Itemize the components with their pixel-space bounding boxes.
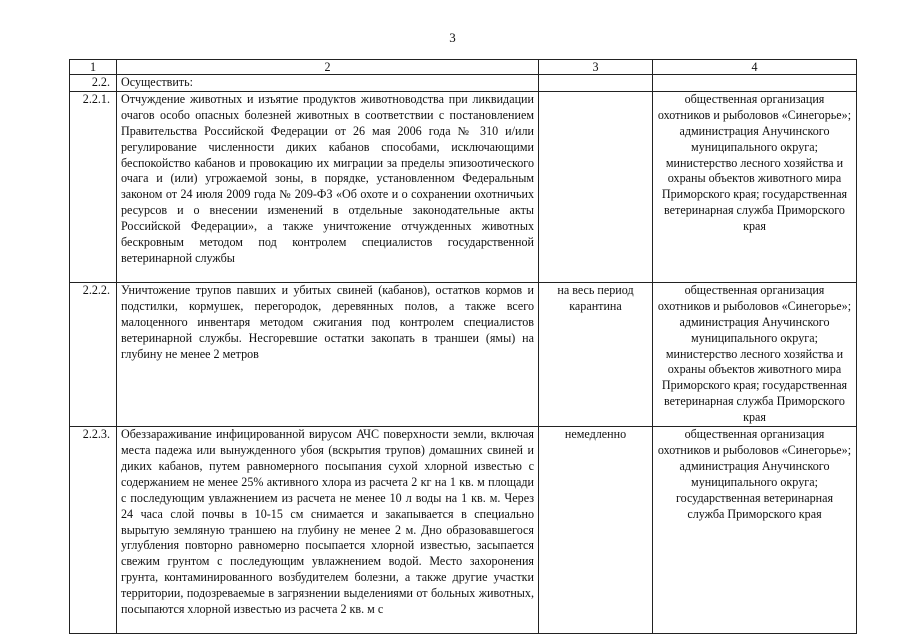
row-description: Отчуждение животных и изъятие продуктов животноводства при ликвидации очагов особо опасных болезней животных в соответствии с постановлением Правительства Российской Федерации от 26 мая 2006 года № 310 и/или регулирование численности диких кабанов способами, исключающими беспокойство кабанов и провокацию их миграции за пределы эпизоотического очага и (или) угрожаемой зоны, в порядке, установленном Федеральным законом от 24 июля 2009 года № 209-ФЗ «Об охоте и о сохранении охотничьих ресурсов и о внесении изменений в отдельные законодательные акты Российской Федерации», а также уничтожение отчужденных животных бескровным методом под контролем специалистов государственной ветеринарной службы xyxy=(117,91,539,282)
row-period: на весь период карантина xyxy=(539,282,653,426)
column-header-3: 3 xyxy=(539,60,653,75)
row-responsible xyxy=(653,75,857,92)
table-row-2-2-1 xyxy=(70,91,857,282)
row-period xyxy=(539,91,653,282)
table-row-2-2-2 xyxy=(70,282,857,426)
page-number: 3 xyxy=(449,30,456,45)
measures-table xyxy=(69,59,857,634)
table-row-2-2 xyxy=(70,75,857,92)
row-period: немедленно xyxy=(539,427,653,634)
row-number: 2.2. xyxy=(70,75,117,92)
table-header-row xyxy=(70,60,857,75)
section-heading: Осуществить: xyxy=(117,75,539,92)
row-description: Уничтожение трупов павших и убитых свиней (кабанов), остатков кормов и подстилки, кормушек, перегородок, деревянных полов, а также всего малоценного инвентаря методом сжигания под контролем специалистов ветеринарной службы. Несгоревшие остатки закопать в траншеи (ямы) на глубину не менее 2 метров xyxy=(117,282,539,426)
row-description: Обеззараживание инфицированной вирусом АЧС поверхности земли, включая места падежа или вынужденного убоя (вскрытия трупов) домашних свиней и диких кабанов, путем равномерного посыпания сухой хлорной известью с содержанием не менее 25% активного хлора из расчета 2 кг на 1 кв. м площади с последующим увлажнением из расчета не менее 10 л воды на 1 кв. м. Через 24 часа слой почвы в 10-15 см снимается и закапывается в специально вырытую земляную траншею на глубину не менее 2 м. Дно образовавшегося углубления повторно равномерно посыпается хлорной известью, засыпается свежим грунтом с последующим увлажнением водой. Место захоронения грунта, контаминированного возбудителем болезни, а также другие участки территории, подозреваемые в загрязнении выделениями от больных животных, посыпаются хлорной известью из расчета 2 кв. м с xyxy=(117,427,539,634)
row-period xyxy=(539,75,653,92)
row-number: 2.2.2. xyxy=(70,282,117,426)
row-responsible: общественная организация охотников и рыболовов «Синегорье»; администрация Анучинского муниципального округа; государственная ветеринарная служба Приморского края xyxy=(653,427,857,634)
table-row-2-2-3 xyxy=(70,427,857,634)
column-header-4: 4 xyxy=(653,60,857,75)
column-header-2: 2 xyxy=(117,60,539,75)
column-header-1: 1 xyxy=(70,60,117,75)
row-responsible: общественная организация охотников и рыболовов «Синегорье»; администрация Анучинского муниципального округа; министерство лесного хозяйства и охраны объектов животного мира Приморского края; государственная ветеринарная служба Приморского края xyxy=(653,282,857,426)
row-responsible: общественная организация охотников и рыболовов «Синегорье»; администрация Анучинского муниципального округа; министерство лесного хозяйства и охраны объектов животного мира Приморского края; государственная ветеринарная служба Приморского края xyxy=(653,91,857,282)
row-number: 2.2.3. xyxy=(70,427,117,634)
row-number: 2.2.1. xyxy=(70,91,117,282)
